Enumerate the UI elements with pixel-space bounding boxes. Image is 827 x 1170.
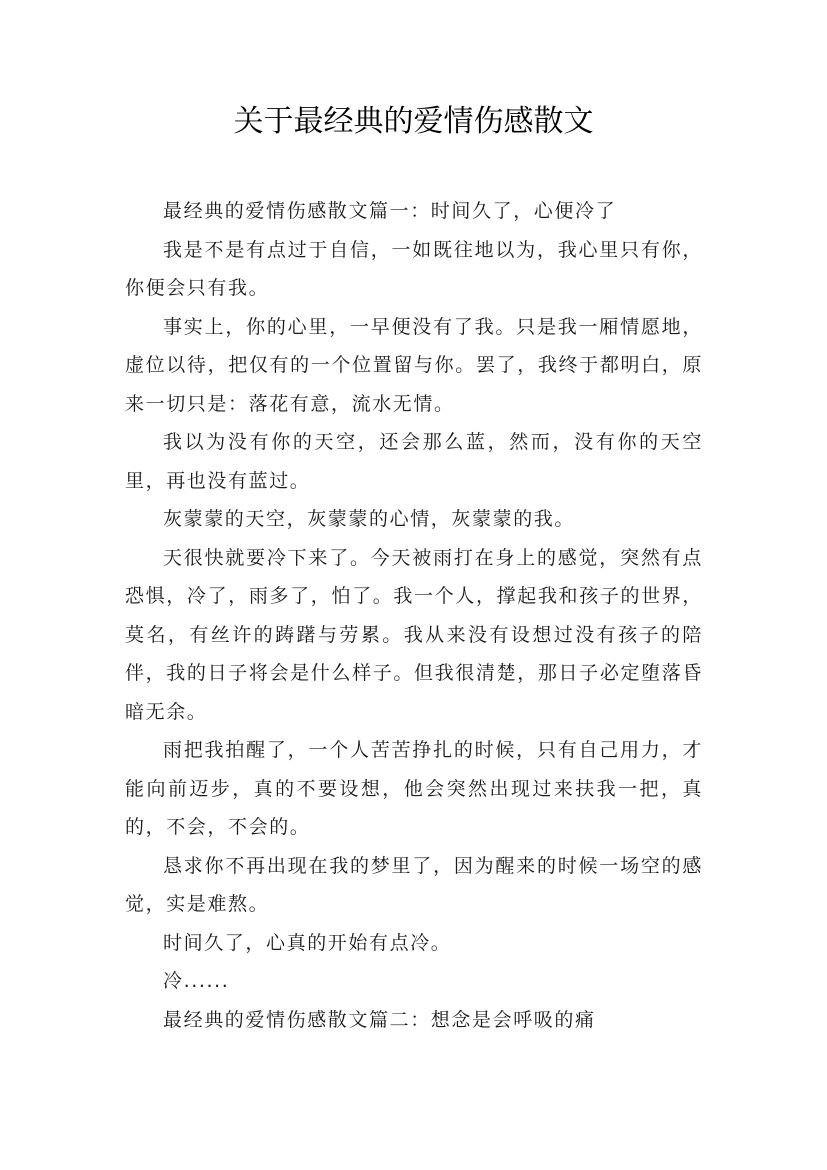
document-title: 关于最经典的爱情伤感散文 (233, 104, 594, 139)
paragraph: 雨把我拍醒了，一个人苦苦挣扎的时候，只有自己用力，才能向前迈步，真的不要设想，他会突然出现过来扶我一把，真的，不会，不会的。 (125, 739, 703, 838)
paragraph: 我以为没有你的天空，还会那么蓝，然而，没有你的天空里，再也没有蓝过。 (125, 431, 703, 492)
paragraph: 我是不是有点过于自信，一如既往地以为，我心里只有你，你便会只有我。 (125, 238, 703, 299)
paragraph: 灰蒙蒙的天空，灰蒙蒙的心情，灰蒙蒙的我。 (163, 508, 576, 530)
paragraph: 冷...... (163, 970, 230, 992)
section-heading-2: 最经典的爱情伤感散文篇二：想念是会呼吸的痛 (163, 1008, 596, 1031)
document-body (125, 192, 703, 1039)
section-heading-1: 最经典的爱情伤感散文篇一：时间久了，心便冷了 (163, 200, 617, 222)
paragraph: 恳求你不再出现在我的梦里了，因为醒来的时候一场空的感觉，实是难熬。 (125, 854, 703, 915)
paragraph: 天很快就要冷下来了。今天被雨打在身上的感觉，突然有点恐惧，冷了，雨多了，怕了。我一个人，撑起我和孩子的世界，莫名，有丝许的踌躇与劳累。我从来没有设想过没有孩子的陪伴，我的日子将会是什么样子。但我很清楚，那日子必定堕落昏暗无余。 (125, 546, 703, 723)
paragraph: 时间久了，心真的开始有点冷。 (163, 931, 452, 954)
paragraph: 事实上，你的心里，一早便没有了我。只是我一厢情愿地，虚位以待，把仅有的一个位置留与你。罢了，我终于都明白，原来一切只是：落花有意，流水无情。 (125, 315, 703, 415)
